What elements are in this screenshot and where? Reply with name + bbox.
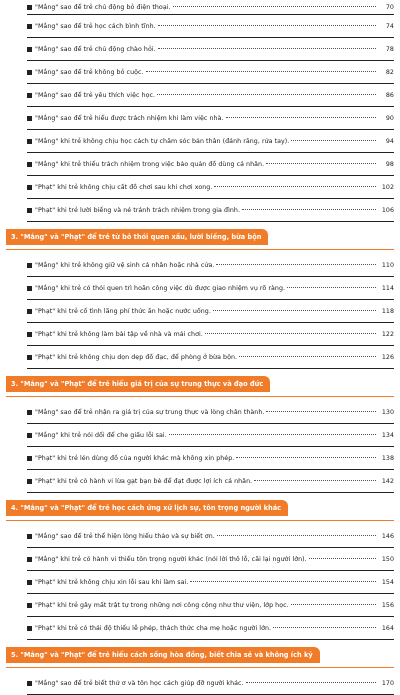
square-bullet-icon — [27, 479, 32, 484]
toc-entry-title: "Phạt" khi trẻ lười biếng và né tránh trách nhiệm trong gia đình. — [35, 206, 240, 214]
square-bullet-icon — [27, 681, 32, 686]
toc-page-number: 130 — [381, 408, 394, 416]
toc-page-number: 86 — [385, 91, 394, 99]
square-bullet-icon — [27, 456, 32, 461]
square-bullet-icon — [27, 603, 32, 608]
toc-entry[interactable] — [27, 61, 394, 84]
toc-entry[interactable] — [27, 447, 394, 470]
section-header — [6, 647, 394, 668]
toc-entry[interactable] — [27, 424, 394, 447]
toc-page-number: 102 — [381, 183, 394, 191]
toc-page-number: 156 — [381, 601, 394, 609]
toc-entry-title: "Mắng" sao để trẻ chủ động chào hỏi. — [35, 45, 156, 53]
toc-entry-title: "Mắng" sao để trẻ biết thứ ơ và tôn học cách giúp đỡ người khác. — [35, 679, 244, 687]
toc-page-number: 82 — [385, 68, 394, 76]
dot-leader — [157, 94, 376, 95]
toc-entry[interactable] — [27, 525, 394, 548]
toc-entry[interactable] — [27, 323, 394, 346]
toc-entry[interactable] — [27, 199, 394, 222]
toc-entry-title: "Mắng" khi trẻ không chịu học cách tự chăm sóc bản thân (đánh răng, rửa tay). — [35, 137, 290, 145]
dot-leader — [309, 558, 376, 559]
square-bullet-icon — [27, 534, 32, 539]
dot-leader — [236, 457, 376, 458]
toc-page-number: 138 — [381, 454, 394, 462]
dot-leader — [213, 310, 376, 311]
square-bullet-icon — [27, 5, 32, 10]
toc-entry[interactable] — [27, 571, 394, 594]
toc-page-number: 94 — [385, 137, 394, 145]
toc-page-number: 134 — [381, 431, 394, 439]
toc-page-number: 170 — [381, 679, 394, 687]
toc-entry[interactable] — [27, 153, 394, 176]
toc-entry-title: "Mắng" sao để trẻ không bỏ cuộc. — [35, 68, 144, 76]
square-bullet-icon — [27, 93, 32, 98]
toc-page-number: 70 — [385, 3, 394, 11]
toc-page-number: 118 — [381, 307, 394, 315]
toc-entry[interactable] — [27, 470, 394, 493]
square-bullet-icon — [27, 626, 32, 631]
square-bullet-icon — [27, 162, 32, 167]
toc-entry-title: "Mắng" sao để trẻ nhận ra giá trị của sự trung thực và lòng chân thành. — [35, 408, 265, 416]
toc-entry-title: "Mắng" sao để trẻ yêu thích việc học. — [35, 91, 156, 99]
square-bullet-icon — [27, 557, 32, 562]
square-bullet-icon — [27, 332, 32, 337]
dot-leader — [146, 71, 376, 72]
dot-leader — [158, 25, 376, 26]
square-bullet-icon — [27, 286, 32, 291]
toc-entry[interactable] — [27, 0, 394, 15]
toc-entry[interactable] — [27, 594, 394, 617]
toc-entry-title: "Phạt" khi trẻ cố tình lãng phí thức ăn hoặc nước uống. — [35, 307, 211, 315]
toc-entry-title: "Mắng" sao để trẻ hiểu được trách nhiệm khi làm việc nhà. — [35, 114, 224, 122]
toc-entry[interactable] — [27, 300, 394, 323]
square-bullet-icon — [27, 433, 32, 438]
toc-list — [0, 672, 400, 695]
toc-page-number: 106 — [381, 206, 394, 214]
toc-page-number: 154 — [381, 578, 394, 586]
toc-page-number: 146 — [381, 532, 394, 540]
toc-entry-title: "Phạt" khi trẻ không chịu xin lỗi sau khi làm sai. — [35, 578, 189, 586]
toc-page-number: 122 — [381, 330, 394, 338]
dot-leader — [216, 264, 376, 265]
square-bullet-icon — [27, 580, 32, 585]
toc-page-number: 90 — [385, 114, 394, 122]
toc-page-number: 142 — [381, 477, 394, 485]
toc-page-number: 110 — [381, 261, 394, 269]
toc-entry[interactable] — [27, 130, 394, 153]
toc-entry-title: "Phạt" khi trẻ có hành vi lừa gạt bạn bè để đạt được lợi ích cá nhân. — [35, 477, 253, 485]
square-bullet-icon — [27, 263, 32, 268]
toc-entry-title: "Mắng" khi trẻ nói dối để che giấu lỗi sai. — [35, 431, 167, 439]
toc-entry[interactable] — [27, 15, 394, 38]
dot-leader — [173, 6, 376, 7]
toc-entry[interactable] — [27, 346, 394, 369]
dot-leader — [246, 682, 376, 683]
section-title: 5. "Mắng" và "Phạt" để trẻ hiểu cách sống hòa đồng, biết chia sẻ và không ích kỷ — [6, 647, 320, 663]
square-bullet-icon — [27, 208, 32, 213]
toc-page-number: 150 — [381, 555, 394, 563]
dot-leader — [254, 480, 376, 481]
dot-leader — [226, 117, 376, 118]
square-bullet-icon — [27, 116, 32, 121]
toc-entry[interactable] — [27, 617, 394, 640]
toc-entry-title: "Phạt" khi trẻ không chịu cất đồ chơi sau khi chơi xong. — [35, 183, 213, 191]
dot-leader — [291, 604, 376, 605]
toc-entry[interactable] — [27, 277, 394, 300]
square-bullet-icon — [27, 139, 32, 144]
dot-leader — [205, 333, 376, 334]
toc-entry[interactable] — [27, 84, 394, 107]
toc-page-number: 126 — [381, 353, 394, 361]
toc-page-number: 74 — [385, 22, 394, 30]
toc-entry-title: "Mắng" khi trẻ không giữ vệ sinh cá nhân hoặc nhà cửa. — [35, 261, 215, 269]
square-bullet-icon — [27, 24, 32, 29]
toc-entry[interactable] — [27, 401, 394, 424]
square-bullet-icon — [27, 410, 32, 415]
toc-entry[interactable] — [27, 176, 394, 199]
dot-leader — [217, 535, 376, 536]
dot-leader — [287, 287, 376, 288]
square-bullet-icon — [27, 355, 32, 360]
dot-leader — [214, 186, 376, 187]
dot-leader — [242, 209, 376, 210]
dot-leader — [158, 48, 376, 49]
toc-entry-title: "Mắng" sao để trẻ học cách bình tĩnh. — [35, 22, 156, 30]
section-title: 3. "Mắng" và "Phạt" để trẻ từ bỏ thói quen xấu, lười biếng, bừa bộn — [6, 229, 268, 245]
section-header — [6, 500, 394, 521]
section-title: 4. "Mắng" và "Phạt" để trẻ học cách ứng xử lịch sự, tôn trọng người khác — [6, 500, 288, 516]
toc-entry[interactable] — [27, 672, 394, 695]
square-bullet-icon — [27, 70, 32, 75]
toc-entry-title: "Phạt" khi trẻ gây mất trật tự trong những nơi công cộng như thư viện, lớp học. — [35, 601, 289, 609]
toc-entry-title: "Mắng" khi trẻ có thói quen trì hoãn công việc dù được giao nhiệm vụ rõ ràng. — [35, 284, 286, 292]
toc-page-number: 98 — [385, 160, 394, 168]
toc-entry[interactable] — [27, 38, 394, 61]
square-bullet-icon — [27, 185, 32, 190]
dot-leader — [266, 411, 376, 412]
toc-entry[interactable] — [27, 548, 394, 571]
section-header — [6, 229, 394, 250]
toc-page-number: 114 — [381, 284, 394, 292]
section-header — [6, 376, 394, 397]
toc-entry-title: "Mắng" sao để trẻ chú động bỏ điện thoại. — [35, 3, 171, 11]
dot-leader — [291, 140, 376, 141]
dot-leader — [266, 163, 376, 164]
toc-list — [0, 254, 400, 369]
square-bullet-icon — [27, 47, 32, 52]
square-bullet-icon — [27, 309, 32, 314]
toc-entry[interactable] — [27, 254, 394, 277]
toc-entry-title: "Phạt" khi trẻ có thái độ thiếu lễ phép, thách thức cha mẹ hoặc người lớn. — [35, 624, 272, 632]
toc-entry-title: "Phạt" khi trẻ lén dùng đồ của người khác mà không xin phép. — [35, 454, 235, 462]
toc-list — [0, 401, 400, 493]
section-title: 3. "Mắng" và "Phạt" để trẻ hiểu giá trị của sự trung thực và đạo đức — [6, 376, 270, 392]
toc-entry-title: "Phạt" khi trẻ không làm bài tập về nhà và mải chơi. — [35, 330, 203, 338]
dot-leader — [190, 581, 376, 582]
toc-list — [0, 0, 400, 222]
toc-entry-title: "Mắng" khi trẻ thiếu trách nhiệm trong việc bảo quản đồ dùng cá nhân. — [35, 160, 265, 168]
toc-entry-title: "Phạt" khi trẻ không chịu dọn dẹp đồ đạc, để phòng ở bừa bộn. — [35, 353, 238, 361]
toc-entry-title: "Mắng" khi trẻ có hành vi thiếu tôn trọng người khác (nói lời thô lỗ, cãi lại người lớn). — [35, 555, 307, 563]
dot-leader — [169, 434, 376, 435]
toc-list — [0, 525, 400, 640]
toc-entry[interactable] — [27, 107, 394, 130]
dot-leader — [273, 627, 376, 628]
toc-entry-title: "Mắng" sao để trẻ thể hiện lòng hiếu thảo và sự biết ơn. — [35, 532, 215, 540]
dot-leader — [239, 356, 376, 357]
toc-page-number: 164 — [381, 624, 394, 632]
toc-page-number: 78 — [385, 45, 394, 53]
